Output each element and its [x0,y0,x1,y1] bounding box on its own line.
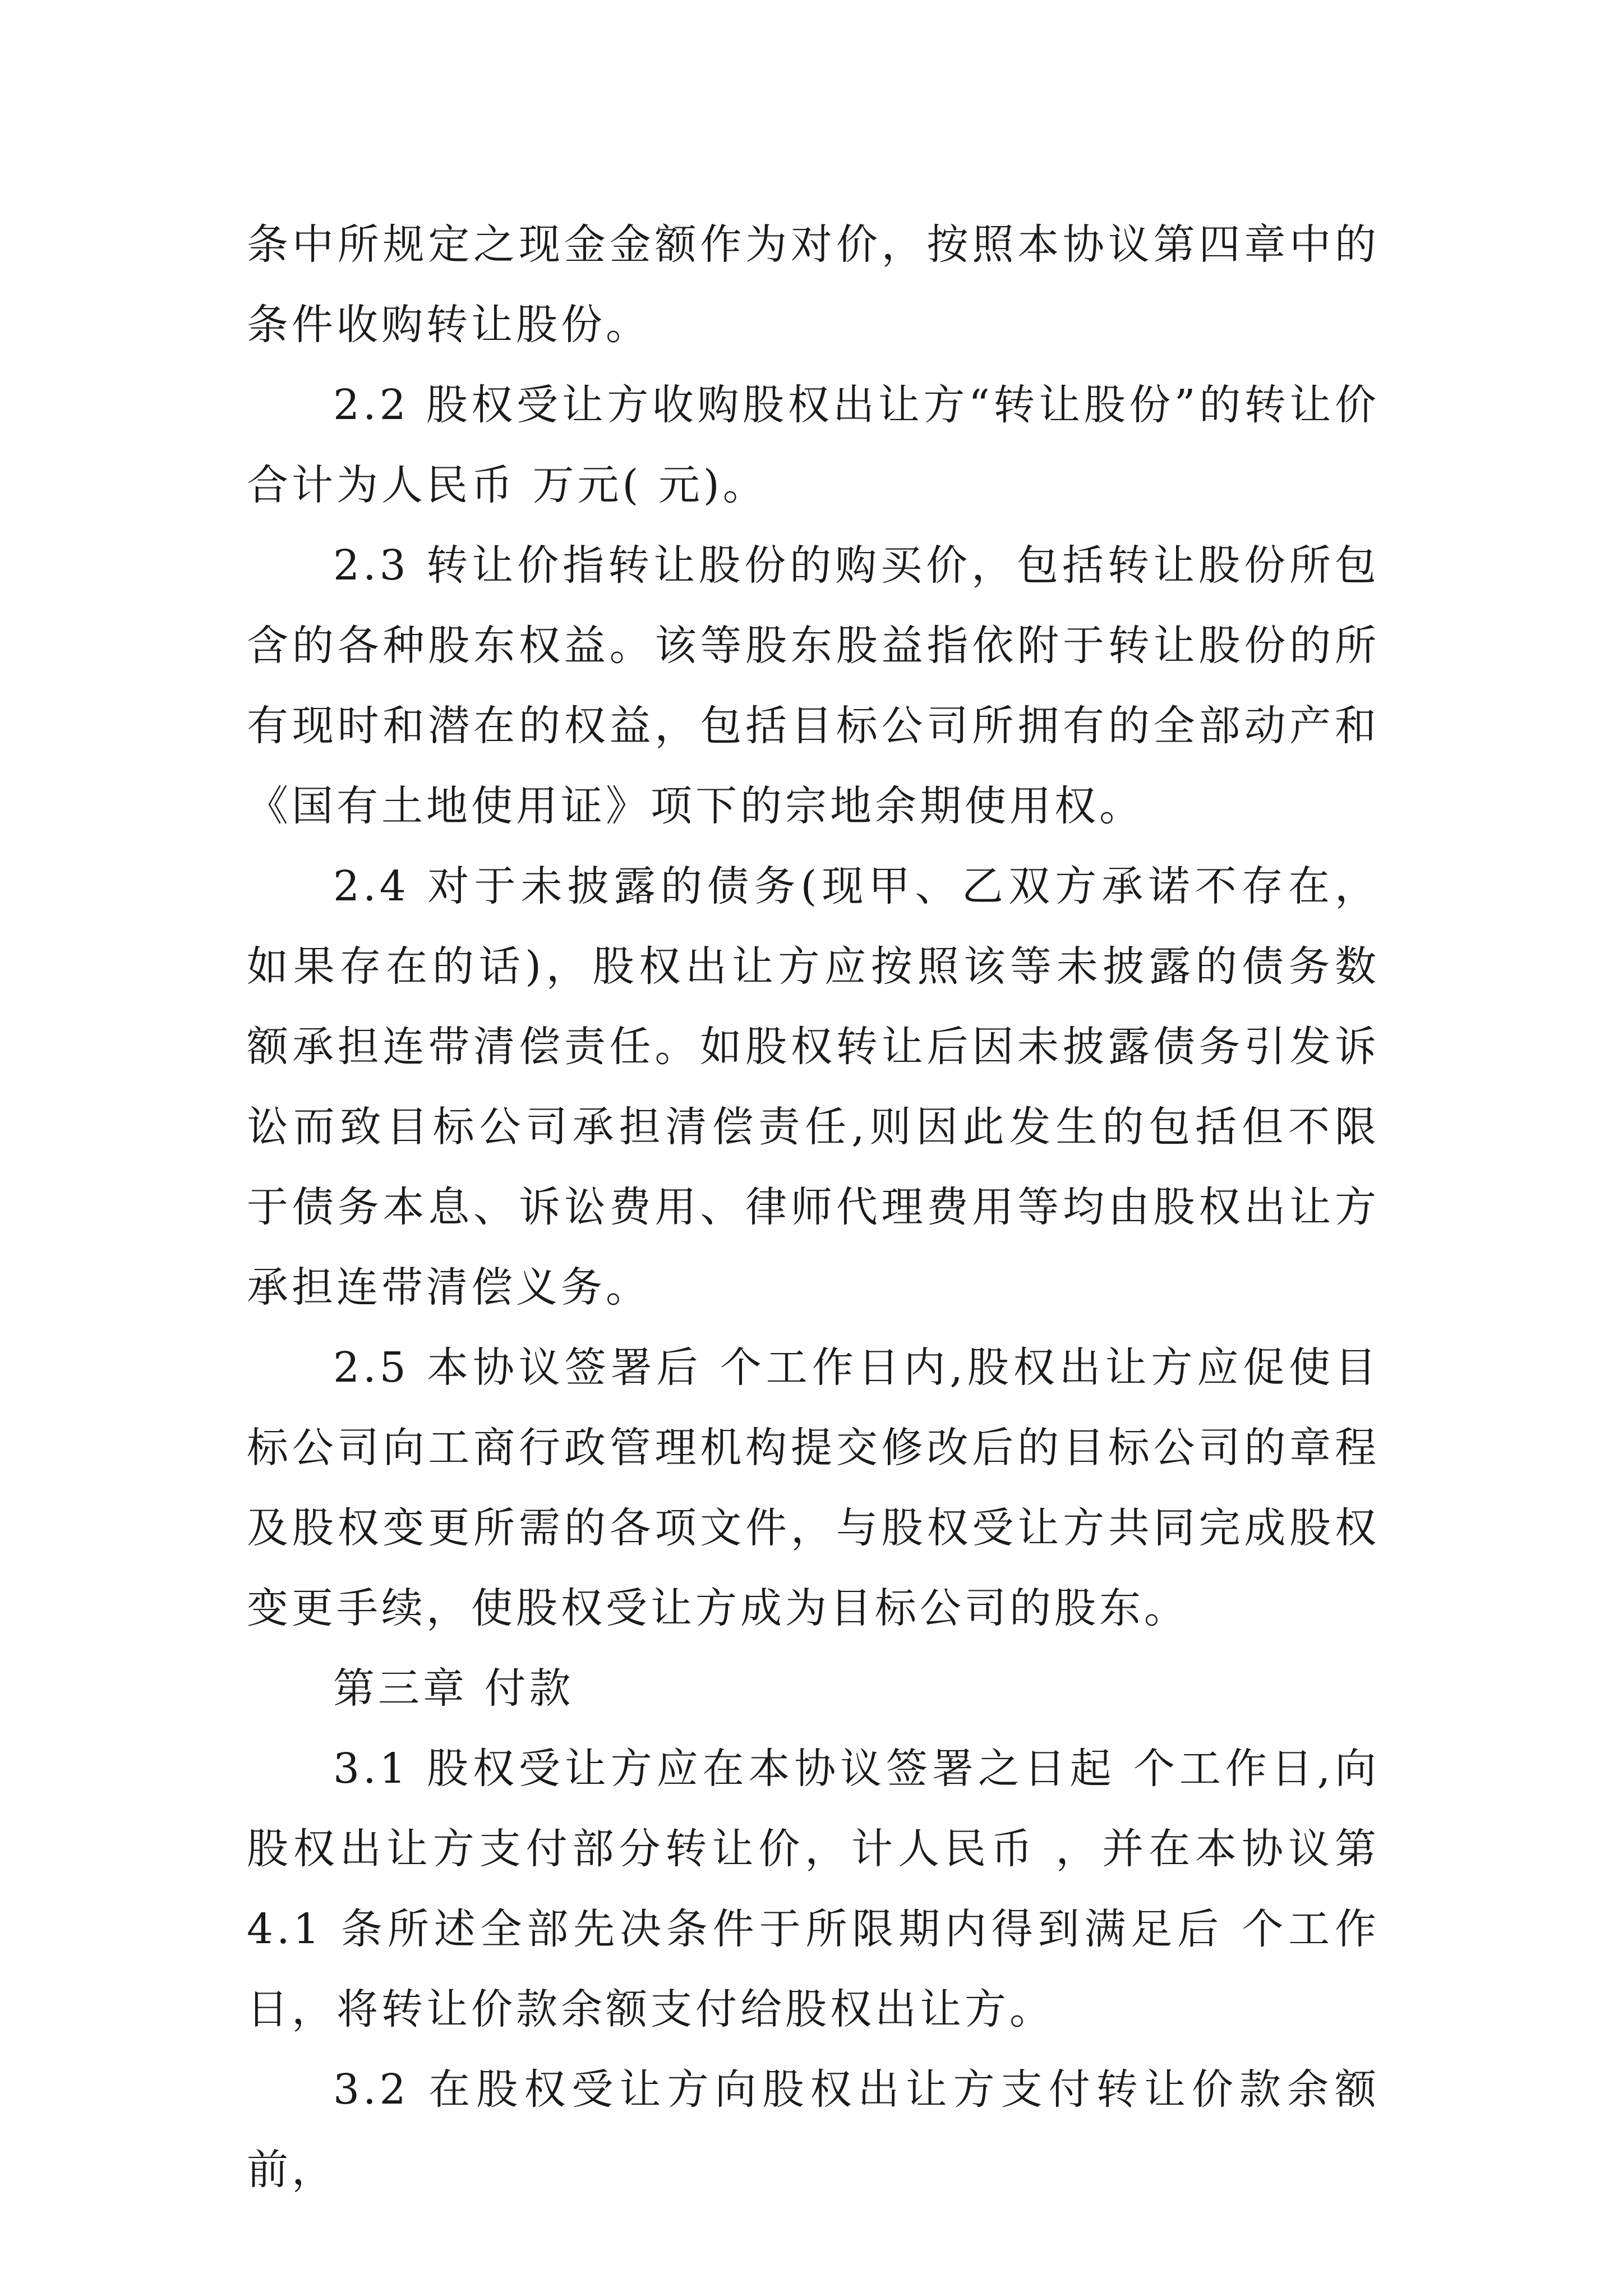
clause-2-3: 2.3 转让价指转让股份的购买价，包括转让股份所包含的各种股东权益。该等股东股益指依附于转让股份的所有现时和潜在的权益，包括目标公司所拥有的全部动产和《国有土地使用证》项下的宗地余期使用权。 [247,541,1380,830]
clause-2-2: 2.2 股权受让方收购股权出让方“转让股份”的转让价合计为人民币 万元( 元)。 [247,381,1380,509]
clause-3-2: 3.2 在股权受让方向股权出让方支付转让价款余额前， [247,2065,1380,2194]
clause-3-1: 3.1 股权受让方应在本协议签署之日起 个工作日,向股权出让方支付部分转让价，计人民币 ，并在本协议第 4.1 条所述全部先决条件于所限期内得到满足后 个工作日，将转让价款余额支付给股权出让方。 [247,1745,1380,2033]
chapter-3-heading: 第三章 付款 [333,1664,574,1713]
document-body [247,205,1380,2210]
clause-2-4: 2.4 对于未披露的债务(现甲、乙双方承诺不存在，如果存在的话)，股权出让方应按照该等未披露的债务数额承担连带清偿责任。如股权转让后因未披露债务引发诉讼而致目标公司承担清偿责任,则因此发生的包括但不限于债务本息、诉讼费用、律师代理费用等均由股权出让方承担连带清偿义务。 [247,862,1380,1312]
clause-2-5: 2.5 本协议签署后 个工作日内,股权出让方应促使目标公司向工商行政管理机构提交修改后的目标公司的章程及股权变更所需的各项文件，与股权受让方共同完成股权变更手续，使股权受让方成为目标公司的股东。 [247,1343,1380,1632]
paragraph-continuation: 条中所规定之现金金额作为对价，按照本协议第四章中的条件收购转让股份。 [247,220,1380,349]
